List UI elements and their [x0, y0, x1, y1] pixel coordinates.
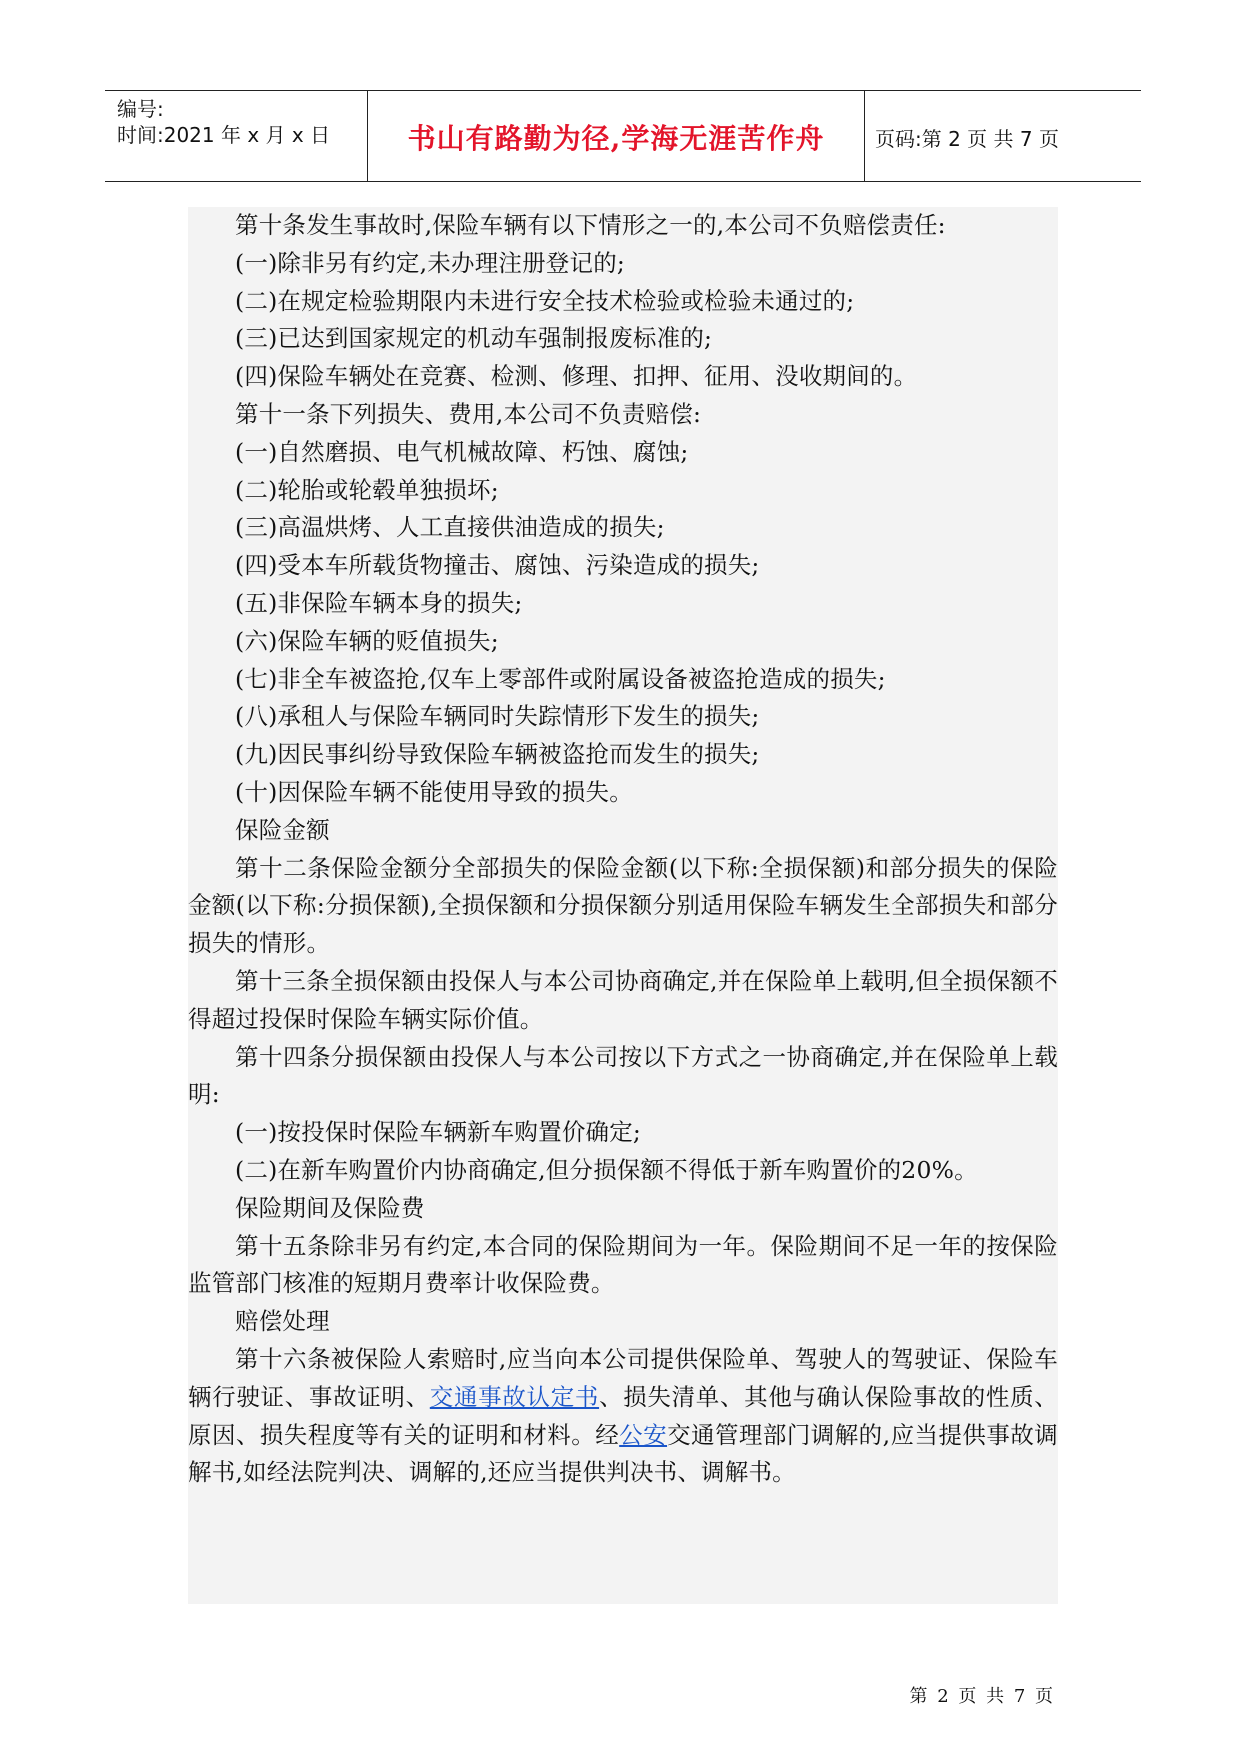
paragraph: (八)承租人与保险车辆同时失踪情形下发生的损失;: [235, 702, 760, 731]
paragraph: 第十五条除非另有约定,本合同的保险期间为一年。保险期间不足一年的按保险监管部门核准的短期月费率计收保险费。: [188, 1231, 1058, 1298]
traffic-accident-report-link[interactable]: 交通事故认定书: [429, 1382, 600, 1411]
paragraph: (九)因民事纠纷导致保险车辆被盗抢而发生的损失;: [235, 740, 760, 769]
paragraph: (三)高温烘烤、人工直接供油造成的损失;: [235, 513, 665, 542]
document-body: [188, 207, 1058, 1604]
header-motto-cell: [368, 91, 865, 181]
paragraph: (十)因保险车辆不能使用导致的损失。: [235, 777, 633, 806]
paragraph: (七)非全车被盗抢,仅车上零部件或附属设备被盗抢造成的损失;: [235, 664, 886, 693]
header-motto: 书山有路勤为径,学海无涯苦作舟: [407, 122, 825, 155]
paragraph: (一)除非另有约定,未办理注册登记的;: [235, 248, 626, 277]
section-heading: 保险期间及保险费: [235, 1193, 425, 1222]
section-heading: 赔偿处理: [235, 1307, 330, 1336]
paragraph-text: 第十六条被保险人索赔时,应当向本公司提供保险单、驾驶人的驾驶证、保险车辆行驶证、事故证明、: [188, 1344, 1058, 1411]
doc-number-label: 编号:: [117, 97, 164, 121]
paragraph: (一)按投保时保险车辆新车购置价确定;: [235, 1118, 642, 1147]
header-page-cell: [865, 91, 1141, 181]
paragraph: (四)保险车辆处在竞赛、检测、修理、扣押、征用、没收期间的。: [235, 362, 918, 391]
paragraph: (二)轮胎或轮毂单独损坏;: [235, 475, 499, 504]
paragraph: (五)非保险车辆本身的损失;: [235, 588, 523, 617]
paragraph: (二)在新车购置价内协商确定,但分损保额不得低于新车购置价的20%。: [235, 1155, 978, 1184]
paragraph: (二)在规定检验期限内未进行安全技术检验或检验未通过的;: [235, 286, 855, 315]
paragraph: (四)受本车所载货物撞击、腐蚀、污染造成的损失;: [235, 551, 760, 580]
paragraph: (六)保险车辆的贬值损失;: [235, 626, 499, 655]
paragraph: 第十四条分损保额由投保人与本公司按以下方式之一协商确定,并在保险单上载明:: [188, 1042, 1058, 1109]
page-footer: 第 2 页 共 7 页: [909, 1686, 1053, 1707]
paragraph: [188, 1341, 1058, 1492]
paragraph: 第十三条全损保额由投保人与本公司协商确定,并在保险单上载明,但全损保额不得超过投保时保险车辆实际价值。: [188, 966, 1058, 1033]
paragraph: (一)自然磨损、电气机械故障、朽蚀、腐蚀;: [235, 437, 689, 466]
doc-time-label: 时间:2021 年 x 月 x 日: [117, 123, 331, 147]
header-page-code: 页码:第 2 页 共 7 页: [875, 127, 1059, 151]
header-meta-cell: [105, 91, 368, 181]
paragraph: 第十条发生事故时,保险车辆有以下情形之一的,本公司不负赔偿责任:: [235, 211, 946, 239]
paragraph-text: 交通管理部门调解的,应当提供事故调解书,如经法院判决、调解的,还应当提供判决书、调解书。: [188, 1420, 1058, 1487]
public-security-link[interactable]: 公安: [619, 1420, 668, 1449]
paragraph: 第十二条保险金额分全部损失的保险金额(以下称:全损保额)和部分损失的保险金额(以下称:分损保额),全损保额和分损保额分别适用保险车辆发生全部损失和部分损失的情形。: [188, 853, 1058, 958]
paragraph: 第十一条下列损失、费用,本公司不负责赔偿:: [235, 399, 702, 428]
page-header: [105, 90, 1141, 182]
paragraph: (三)已达到国家规定的机动车强制报废标准的;: [235, 324, 713, 353]
paragraph-text: 、损失清单、其他与确认保险事故的性质、原因、损失程度等有关的证明和材料。经: [188, 1382, 1058, 1449]
section-heading: 保险金额: [235, 815, 330, 844]
